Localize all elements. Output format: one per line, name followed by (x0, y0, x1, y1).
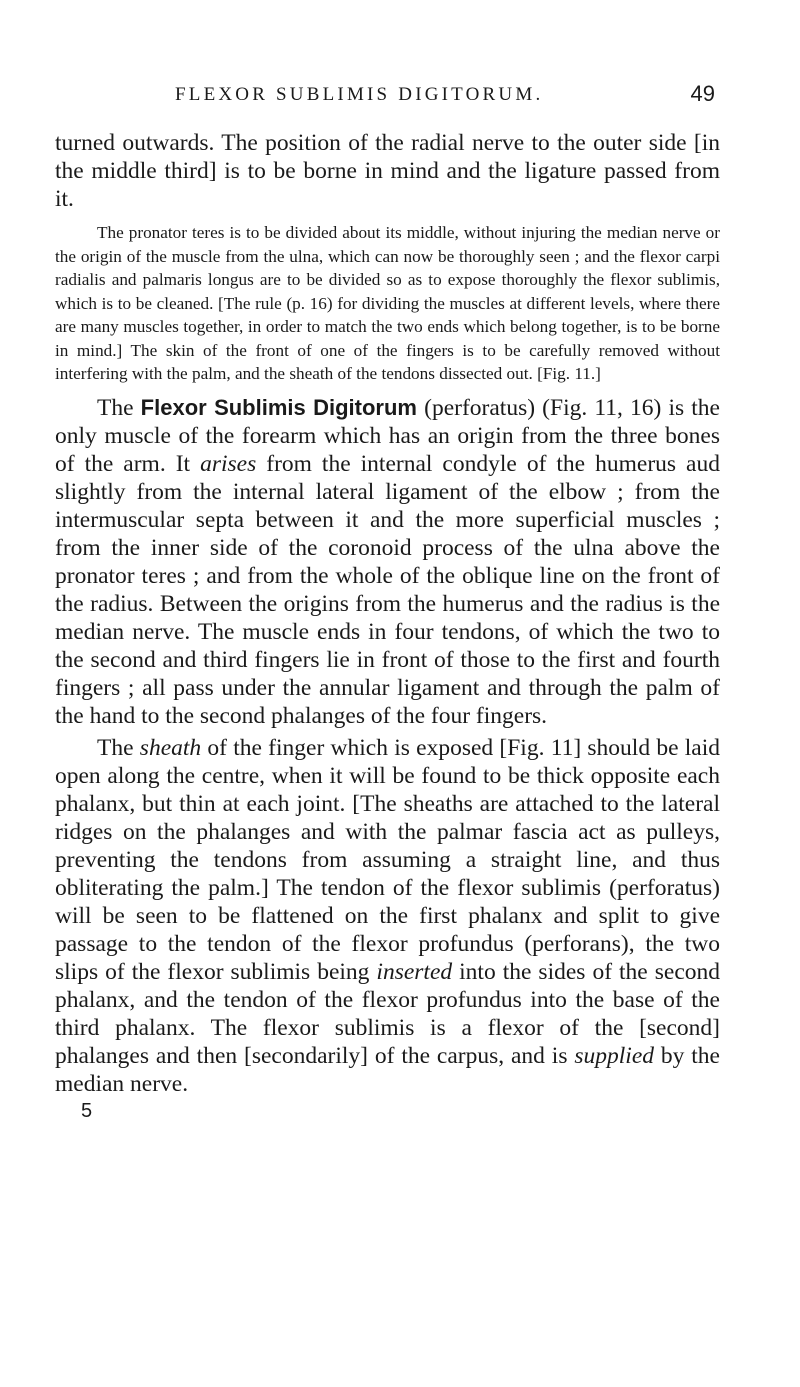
paragraph-continuation: turned outwards. The position of the radial nerve to the outer side [in the middle third] is to be borne in mind and the ligature passed from it. (55, 130, 720, 212)
italic-term-arises: arises (200, 450, 257, 477)
paragraph-dissection-directions: The pronator teres is to be divided about its middle, without injuring the median nerve or the origin of the muscle from the ulna, which can now be thoroughly seen ; and the flexor carpi radialis and palmaris longus are to be divided so as to expose thoroughly the flexor sublimis, which is to be cleaned. [The rule (p. 16) for dividing the muscles at different levels, where there are many muscles together, in order to match the two ends which belong together, is to be borne in mind.] The skin of the front of one of the fingers is to be carefully removed without interfering with the palm, and the sheath of the tendons dissected out. [Fig. 11.] (55, 223, 720, 383)
text-run: from the internal condyle of the humerus aud slightly from the internal lateral ligament of the elbow ; from the intermuscular septa between it and the more superficial muscles ; from the inner side of the coronoid process of the ulna above the pronator teres ; and from the whole of the oblique line on the front of the radius. Between the origins from the humerus and the radius is the median nerve. The muscle ends in four tendons, of which the two to the second and third fingers lie in front of those to the first and fourth fingers ; all pass under the annular ligament and through the palm of the hand to the second phalanges of the four fingers. (55, 450, 720, 729)
running-head: FLEXOR SUBLIMIS DIGITORUM. (175, 84, 544, 105)
paragraph-flexor-sublimis (55, 394, 720, 730)
text-run: (perforatus) (Fig. 11, 16) is the only muscle of the forearm which has an origin from the three bones of the arm. It (55, 394, 720, 477)
page-body (55, 129, 720, 1123)
page-header (175, 81, 715, 114)
text-run: by the median nerve. (55, 1042, 720, 1097)
signature-mark: 5 (81, 1099, 93, 1122)
italic-term-sheath: sheath (139, 734, 202, 761)
paragraph-sheath (55, 734, 720, 1098)
muscle-name-heading: Flexor Sublimis Digitorum (140, 394, 417, 420)
page-number: 49 (690, 81, 715, 106)
text-run: The (97, 394, 141, 421)
text-run: into the sides of the second phalanx, and the tendon of the flexor profundus into the base of the third phalanx. The flexor sublimis is a flexor of the [second] phalanges and then [secondarily] of the carpus, and is (55, 958, 720, 1069)
text-run: of the finger which is exposed [Fig. 11] should be laid open along the centre, when it will be found to be thick opposite each phalanx, but thin at each joint. [The sheaths are attached to the lateral ridges on the phalanges and with the palmar fascia act as pulleys, preventing the tendons from assuming a straight line, and thus obliterating the palm.] The tendon of the flexor sublimis (perforatus) will be seen to be flattened on the first phalanx and split to give passage to the tendon of the flexor profundus (perforans), the two slips of the flexor sublimis being (55, 734, 720, 985)
italic-term-supplied: supplied (574, 1042, 655, 1069)
italic-term-inserted: inserted (376, 958, 453, 985)
text-run: The (97, 734, 140, 761)
